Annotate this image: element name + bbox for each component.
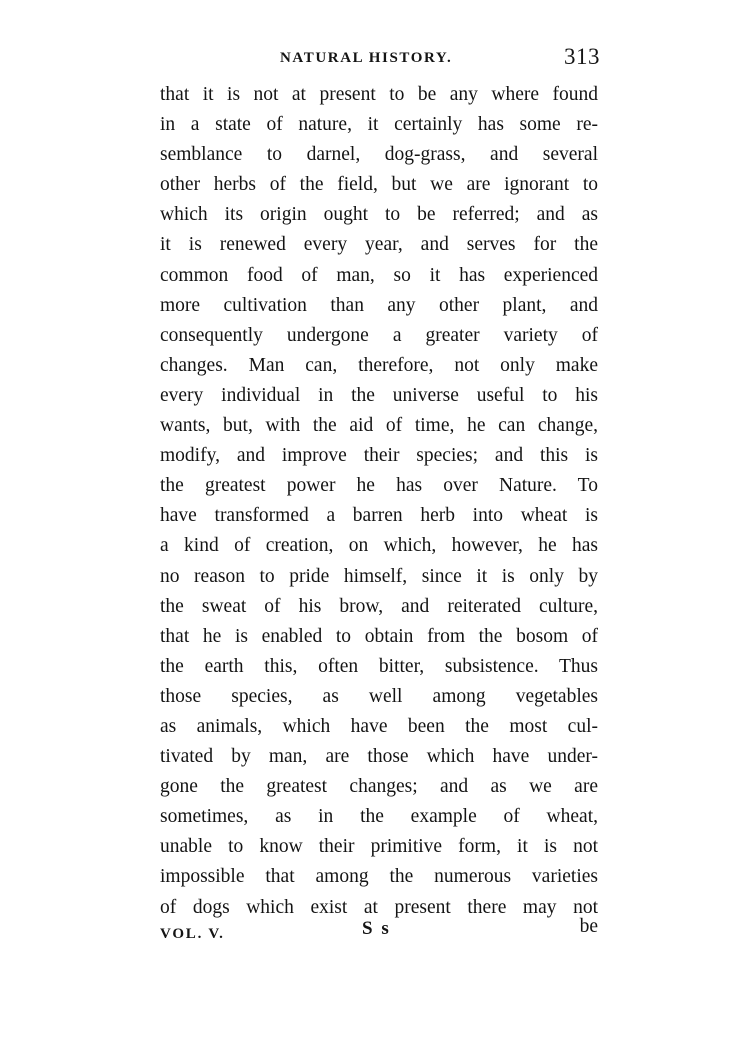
text-line: that it is not at present to be any where found: [160, 84, 598, 105]
text-line: tivated by man, are those which have under-: [160, 746, 598, 768]
text-line: a kind of creation, on which, however, he has: [160, 535, 598, 557]
text-line: changes. Man can, therefore, not only make: [160, 354, 598, 376]
catchword: be: [579, 916, 598, 937]
text-line: have transformed a barren herb into wheat is: [160, 505, 598, 527]
text-line: of dogs which exist at present there may not: [160, 896, 598, 918]
text-line: it is renewed every year, and serves for the: [160, 234, 598, 256]
text-line: modify, and improve their species; and this is: [160, 445, 598, 467]
body-text: [160, 80, 598, 923]
signature-mark: S s: [362, 918, 391, 939]
text-line: the greatest power he has over Nature. To: [160, 475, 598, 497]
text-line: consequently undergone a greater variety of: [160, 324, 598, 346]
text-line: unable to know their primitive form, it is not: [160, 836, 598, 858]
text-line: which its origin ought to be referred; and as: [160, 204, 598, 226]
text-line: that he is enabled to obtain from the bosom of: [160, 625, 598, 647]
text-line: the earth this, often bitter, subsistence. Thus: [160, 655, 598, 677]
text-line: no reason to pride himself, since it is only by: [160, 565, 598, 587]
running-title: NATURAL HISTORY.: [280, 50, 453, 66]
text-line: gone the greatest changes; and as we are: [160, 776, 598, 798]
text-line: wants, but, with the aid of time, he can change,: [160, 415, 598, 437]
text-line: other herbs of the field, but we are ignorant to: [160, 174, 598, 196]
text-line: every individual in the universe useful to his: [160, 384, 598, 406]
text-line: common food of man, so it has experienced: [160, 264, 598, 286]
volume-mark: VOL. V.: [160, 926, 225, 942]
text-line: semblance to darnel, dog-grass, and several: [160, 144, 598, 166]
text-line: the sweat of his brow, and reiterated culture,: [160, 595, 598, 617]
text-line: impossible that among the numerous varieties: [160, 866, 598, 888]
text-line: those species, as well among vegetables: [160, 685, 598, 707]
running-head: [160, 44, 600, 74]
page-footer: [160, 916, 598, 946]
text-line: more cultivation than any other plant, and: [160, 294, 598, 316]
text-line: in a state of nature, it certainly has some re-: [160, 114, 598, 136]
text-line: sometimes, as in the example of wheat,: [160, 806, 598, 828]
page-number: 313: [564, 44, 600, 69]
text-line: as animals, which have been the most cul-: [160, 715, 598, 737]
